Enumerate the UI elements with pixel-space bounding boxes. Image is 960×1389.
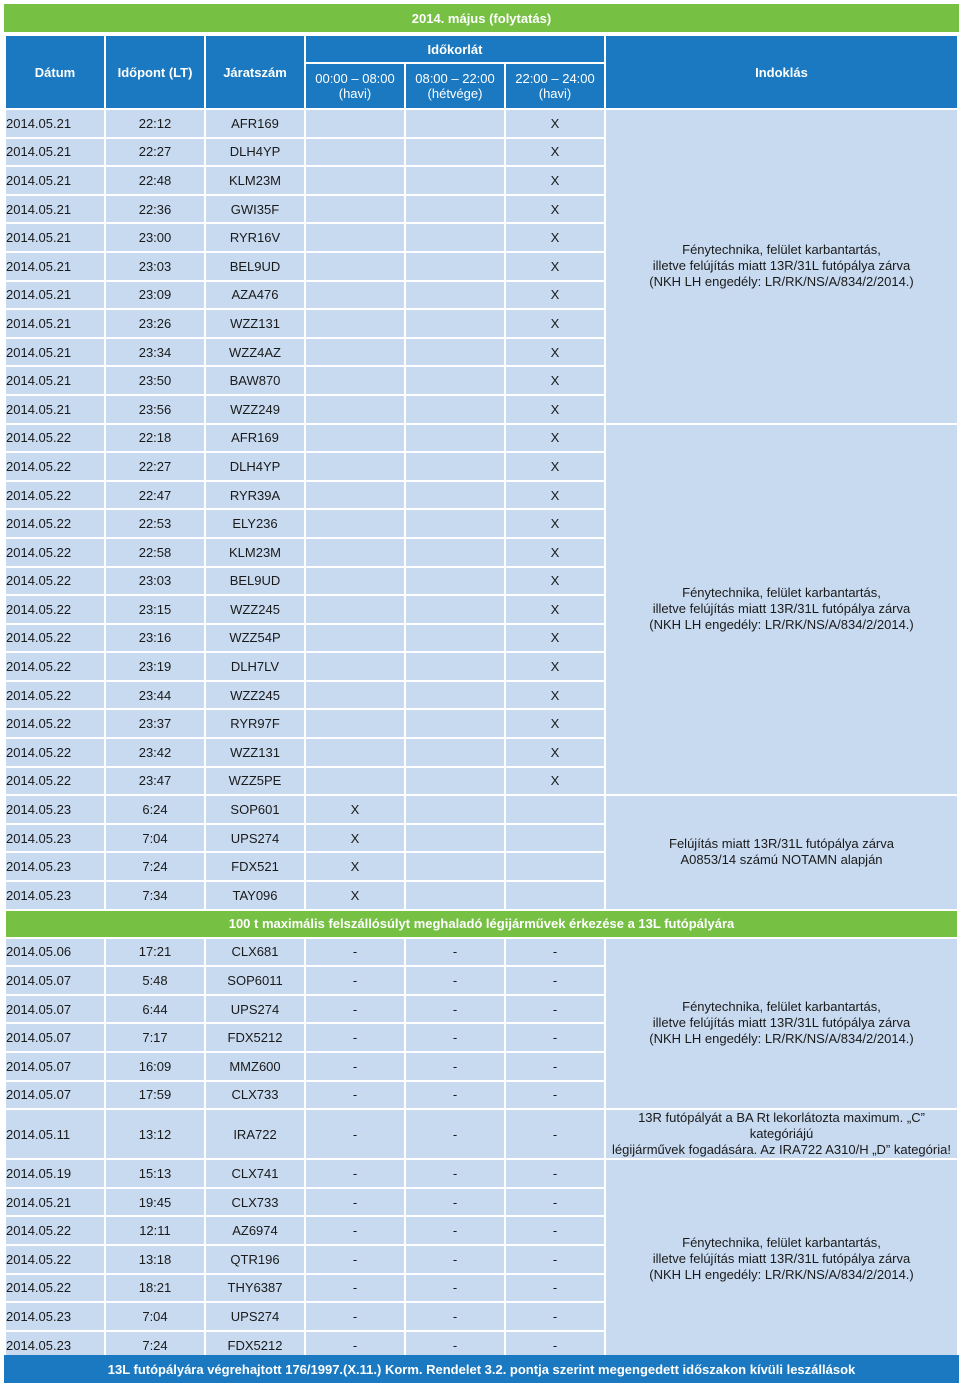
table-row bbox=[6, 796, 957, 823]
reason-line: Fénytechnika, felület karbantartás, bbox=[682, 242, 881, 258]
slot2-cell: - bbox=[406, 1053, 504, 1080]
slot3-cell: - bbox=[506, 1303, 604, 1330]
slot1-cell bbox=[306, 253, 404, 280]
flight-cell: CLX733 bbox=[206, 1189, 304, 1216]
time-cell: 22:18 bbox=[106, 425, 204, 452]
time-cell: 7:17 bbox=[106, 1024, 204, 1051]
col-header-slot2: 08:00 – 22:00 (hétvége) bbox=[406, 64, 504, 108]
footer-banner: 13L futópályára végrehajtott 176/1997.(X.11.) Korm. Rendelet 3.2. pontja szerint megengedett időszakon kívüli leszállások bbox=[4, 1355, 959, 1383]
date-cell: 2014.05.11 bbox=[6, 1110, 104, 1158]
slot1-cell bbox=[306, 625, 404, 652]
time-cell: 13:18 bbox=[106, 1246, 204, 1273]
col-header-flight: Járatszám bbox=[206, 36, 304, 108]
date-cell: 2014.05.22 bbox=[6, 539, 104, 566]
slot2-cell bbox=[406, 425, 504, 452]
flight-cell: SOP6011 bbox=[206, 967, 304, 994]
date-cell: 2014.05.22 bbox=[6, 625, 104, 652]
slot3-cell: X bbox=[506, 167, 604, 194]
slot3-cell: X bbox=[506, 682, 604, 709]
slot1-cell: - bbox=[306, 1110, 404, 1158]
slot2-cell: - bbox=[406, 1110, 504, 1158]
reason-cell bbox=[606, 939, 957, 1109]
slot1-cell: - bbox=[306, 1160, 404, 1187]
time-cell: 7:34 bbox=[106, 882, 204, 909]
table-row bbox=[6, 1160, 957, 1187]
flight-cell: WZZ4AZ bbox=[206, 339, 304, 366]
date-cell: 2014.05.21 bbox=[6, 310, 104, 337]
time-cell: 22:27 bbox=[106, 453, 204, 480]
time-cell: 7:04 bbox=[106, 825, 204, 852]
time-cell: 23:44 bbox=[106, 682, 204, 709]
date-cell: 2014.05.07 bbox=[6, 1024, 104, 1051]
time-cell: 23:56 bbox=[106, 396, 204, 423]
time-cell: 23:16 bbox=[106, 625, 204, 652]
flight-cell: WZZ54P bbox=[206, 625, 304, 652]
flight-cell: WZZ245 bbox=[206, 682, 304, 709]
reason-line: illetve felújítás miatt 13R/31L futópálya zárva bbox=[652, 258, 911, 274]
date-cell: 2014.05.07 bbox=[6, 1082, 104, 1109]
time-cell: 17:59 bbox=[106, 1082, 204, 1109]
slot1-cell: - bbox=[306, 1217, 404, 1244]
reason-line: Fénytechnika, felület karbantartás, bbox=[682, 585, 881, 601]
slot3-cell: X bbox=[506, 453, 604, 480]
slot3-cell: - bbox=[506, 1246, 604, 1273]
date-cell: 2014.05.22 bbox=[6, 596, 104, 623]
flight-cell: MMZ600 bbox=[206, 1053, 304, 1080]
reason-line: A0853/14 számú NOTAMN alapján bbox=[680, 852, 883, 868]
flight-cell: TAY096 bbox=[206, 882, 304, 909]
date-cell: 2014.05.23 bbox=[6, 1303, 104, 1330]
time-cell: 7:04 bbox=[106, 1303, 204, 1330]
time-cell: 7:24 bbox=[106, 1332, 204, 1359]
slot3-cell: - bbox=[506, 1160, 604, 1187]
slot2-cell: - bbox=[406, 1246, 504, 1273]
flight-cell: AZ6974 bbox=[206, 1217, 304, 1244]
time-cell: 22:47 bbox=[106, 482, 204, 509]
slot1-cell bbox=[306, 453, 404, 480]
slot2-cell: - bbox=[406, 967, 504, 994]
slot2-cell: - bbox=[406, 1275, 504, 1302]
table-body bbox=[6, 110, 957, 1358]
slot1-cell: - bbox=[306, 1275, 404, 1302]
slot3-cell: X bbox=[506, 768, 604, 795]
table-row bbox=[6, 110, 957, 137]
time-cell: 22:27 bbox=[106, 139, 204, 166]
slot1-cell: - bbox=[306, 1332, 404, 1359]
time-cell: 7:24 bbox=[106, 853, 204, 880]
slot2-cell bbox=[406, 453, 504, 480]
date-cell: 2014.05.22 bbox=[6, 739, 104, 766]
slot3-cell: - bbox=[506, 939, 604, 966]
slot1-cell bbox=[306, 653, 404, 680]
slot2-cell bbox=[406, 568, 504, 595]
date-cell: 2014.05.22 bbox=[6, 482, 104, 509]
slot2-cell bbox=[406, 482, 504, 509]
flight-cell: RYR39A bbox=[206, 482, 304, 509]
date-cell: 2014.05.21 bbox=[6, 396, 104, 423]
slot1-cell: - bbox=[306, 1303, 404, 1330]
flight-cell: ELY236 bbox=[206, 510, 304, 537]
slot3-cell: X bbox=[506, 539, 604, 566]
flight-cell: AFR169 bbox=[206, 425, 304, 452]
slot2-cell: - bbox=[406, 1189, 504, 1216]
slot1-cell bbox=[306, 367, 404, 394]
slot1-cell bbox=[306, 482, 404, 509]
slot2-cell bbox=[406, 282, 504, 309]
slot2-cell bbox=[406, 653, 504, 680]
reason-line: Fénytechnika, felület karbantartás, bbox=[682, 1235, 881, 1251]
reason-line: (NKH LH engedély: LR/RK/NS/A/834/2/2014.) bbox=[649, 1031, 914, 1047]
slot2-cell bbox=[406, 110, 504, 137]
slot3-cell: - bbox=[506, 1053, 604, 1080]
slot1-cell bbox=[306, 224, 404, 251]
flight-cell: KLM23M bbox=[206, 167, 304, 194]
slot3-cell bbox=[506, 796, 604, 823]
slot1-cell bbox=[306, 568, 404, 595]
reason-line: 13R futópályát a BA Rt lekorlátozta maximum. „C” kategóriájú bbox=[638, 1110, 925, 1142]
flight-cell: FDX5212 bbox=[206, 1024, 304, 1051]
slot2-cell bbox=[406, 339, 504, 366]
slot1-cell bbox=[306, 339, 404, 366]
reason-line: illetve felújítás miatt 13R/31L futópálya zárva bbox=[652, 601, 911, 617]
flight-cell: UPS274 bbox=[206, 825, 304, 852]
flight-cell: BEL9UD bbox=[206, 568, 304, 595]
col-header-slot3: 22:00 – 24:00 (havi) bbox=[506, 64, 604, 108]
date-cell: 2014.05.22 bbox=[6, 425, 104, 452]
slot1-cell bbox=[306, 110, 404, 137]
slot1-cell bbox=[306, 167, 404, 194]
flight-cell: SOP601 bbox=[206, 796, 304, 823]
slot1-cell: X bbox=[306, 853, 404, 880]
slot3-cell: X bbox=[506, 625, 604, 652]
flight-cell: RYR97F bbox=[206, 710, 304, 737]
slot2-cell bbox=[406, 167, 504, 194]
slot2-cell bbox=[406, 739, 504, 766]
slot2-cell: - bbox=[406, 1160, 504, 1187]
time-cell: 23:09 bbox=[106, 282, 204, 309]
time-cell: 23:47 bbox=[106, 768, 204, 795]
slot2-cell bbox=[406, 367, 504, 394]
time-cell: 17:21 bbox=[106, 939, 204, 966]
slot2-cell bbox=[406, 310, 504, 337]
reason-line: (NKH LH engedély: LR/RK/NS/A/834/2/2014.) bbox=[649, 274, 914, 290]
slot1-cell bbox=[306, 139, 404, 166]
flight-cell: RYR16V bbox=[206, 224, 304, 251]
slot3-cell: - bbox=[506, 1217, 604, 1244]
time-cell: 23:00 bbox=[106, 224, 204, 251]
slot3-cell: X bbox=[506, 282, 604, 309]
col-header-time: Időpont (LT) bbox=[106, 36, 204, 108]
slot3-cell: X bbox=[506, 425, 604, 452]
date-cell: 2014.05.21 bbox=[6, 339, 104, 366]
col-header-date: Dátum bbox=[6, 36, 104, 108]
slot2-cell bbox=[406, 682, 504, 709]
slot2-cell bbox=[406, 625, 504, 652]
flight-cell: WZZ131 bbox=[206, 739, 304, 766]
date-cell: 2014.05.22 bbox=[6, 768, 104, 795]
date-cell: 2014.05.07 bbox=[6, 1053, 104, 1080]
slot3-cell: X bbox=[506, 196, 604, 223]
slot2-cell: - bbox=[406, 1024, 504, 1051]
slot3-cell: X bbox=[506, 510, 604, 537]
flight-cell: CLX733 bbox=[206, 1082, 304, 1109]
slot1-cell: - bbox=[306, 1082, 404, 1109]
slot3-cell: X bbox=[506, 253, 604, 280]
slot1-cell bbox=[306, 682, 404, 709]
slot1-cell bbox=[306, 739, 404, 766]
flight-cell: CLX741 bbox=[206, 1160, 304, 1187]
time-cell: 12:11 bbox=[106, 1217, 204, 1244]
date-cell: 2014.05.23 bbox=[6, 1332, 104, 1359]
slot2-cell: - bbox=[406, 1082, 504, 1109]
slot1-cell: - bbox=[306, 1024, 404, 1051]
slot3-cell bbox=[506, 825, 604, 852]
slot3-cell: X bbox=[506, 596, 604, 623]
date-cell: 2014.05.23 bbox=[6, 882, 104, 909]
slot3-cell: X bbox=[506, 367, 604, 394]
flight-cell: IRA722 bbox=[206, 1110, 304, 1158]
reason-cell bbox=[606, 1110, 957, 1158]
time-cell: 22:36 bbox=[106, 196, 204, 223]
flight-cell: BAW870 bbox=[206, 367, 304, 394]
flight-cell: THY6387 bbox=[206, 1275, 304, 1302]
time-cell: 23:37 bbox=[106, 710, 204, 737]
slot2-cell bbox=[406, 539, 504, 566]
flight-cell: DLH4YP bbox=[206, 139, 304, 166]
date-cell: 2014.05.23 bbox=[6, 853, 104, 880]
reason-cell bbox=[606, 110, 957, 423]
slot1-cell bbox=[306, 596, 404, 623]
slot3-cell: X bbox=[506, 568, 604, 595]
date-cell: 2014.05.19 bbox=[6, 1160, 104, 1187]
reason-line: illetve felújítás miatt 13R/31L futópálya zárva bbox=[652, 1251, 911, 1267]
time-cell: 23:26 bbox=[106, 310, 204, 337]
time-cell: 23:03 bbox=[106, 568, 204, 595]
slot3-cell: X bbox=[506, 653, 604, 680]
flight-cell: AFR169 bbox=[206, 110, 304, 137]
col-header-timelimit: Időkorlát bbox=[306, 36, 604, 62]
slot2-cell bbox=[406, 253, 504, 280]
reason-cell bbox=[606, 796, 957, 908]
section-title: 100 t maximális felszállósúlyt meghaladó légijárművek érkezése a 13L futópályára bbox=[6, 911, 957, 937]
time-cell: 22:58 bbox=[106, 539, 204, 566]
table-row bbox=[6, 1110, 957, 1158]
slot2-cell bbox=[406, 596, 504, 623]
slot2-cell: - bbox=[406, 1332, 504, 1359]
slot2-cell bbox=[406, 853, 504, 880]
date-cell: 2014.05.22 bbox=[6, 682, 104, 709]
reason-line: Fénytechnika, felület karbantartás, bbox=[682, 999, 881, 1015]
slot2-cell bbox=[406, 224, 504, 251]
date-cell: 2014.05.22 bbox=[6, 1217, 104, 1244]
flight-cell: WZZ245 bbox=[206, 596, 304, 623]
table-row bbox=[6, 425, 957, 452]
time-cell: 23:19 bbox=[106, 653, 204, 680]
slot3-cell: X bbox=[506, 224, 604, 251]
slot1-cell bbox=[306, 282, 404, 309]
table-row bbox=[6, 939, 957, 966]
slot1-cell bbox=[306, 310, 404, 337]
slot3-cell bbox=[506, 882, 604, 909]
slot3-cell: - bbox=[506, 1189, 604, 1216]
slot3-cell: X bbox=[506, 739, 604, 766]
date-cell: 2014.05.07 bbox=[6, 996, 104, 1023]
slot2-cell bbox=[406, 196, 504, 223]
slot2-cell bbox=[406, 796, 504, 823]
time-cell: 22:12 bbox=[106, 110, 204, 137]
time-cell: 6:44 bbox=[106, 996, 204, 1023]
slot1-cell: X bbox=[306, 796, 404, 823]
slot2-cell bbox=[406, 825, 504, 852]
flight-cell: UPS274 bbox=[206, 1303, 304, 1330]
page-title: 2014. május (folytatás) bbox=[4, 4, 959, 32]
slot1-cell: - bbox=[306, 996, 404, 1023]
slot3-cell: X bbox=[506, 339, 604, 366]
slot1-cell bbox=[306, 396, 404, 423]
date-cell: 2014.05.21 bbox=[6, 196, 104, 223]
date-cell: 2014.05.22 bbox=[6, 653, 104, 680]
flight-cell: DLH7LV bbox=[206, 653, 304, 680]
time-cell: 23:42 bbox=[106, 739, 204, 766]
flight-cell: DLH4YP bbox=[206, 453, 304, 480]
date-cell: 2014.05.22 bbox=[6, 710, 104, 737]
slot2-cell: - bbox=[406, 939, 504, 966]
slot1-cell: X bbox=[306, 825, 404, 852]
slot1-cell bbox=[306, 510, 404, 537]
time-cell: 23:15 bbox=[106, 596, 204, 623]
slot1-cell: X bbox=[306, 882, 404, 909]
flight-cell: QTR196 bbox=[206, 1246, 304, 1273]
slot3-cell: X bbox=[506, 482, 604, 509]
flights-table bbox=[4, 34, 959, 1360]
date-cell: 2014.05.21 bbox=[6, 367, 104, 394]
slot3-cell: - bbox=[506, 1110, 604, 1158]
slot2-cell bbox=[406, 882, 504, 909]
col-header-slot1: 00:00 – 08:00 (havi) bbox=[306, 64, 404, 108]
flight-cell: GWI35F bbox=[206, 196, 304, 223]
flight-cell: WZZ5PE bbox=[206, 768, 304, 795]
slot3-cell bbox=[506, 853, 604, 880]
slot1-cell bbox=[306, 539, 404, 566]
flight-cell: FDX5212 bbox=[206, 1332, 304, 1359]
slot2-cell bbox=[406, 139, 504, 166]
slot2-cell bbox=[406, 396, 504, 423]
slot3-cell: - bbox=[506, 1024, 604, 1051]
time-cell: 16:09 bbox=[106, 1053, 204, 1080]
reason-cell bbox=[606, 1160, 957, 1358]
flight-cell: CLX681 bbox=[206, 939, 304, 966]
slot2-cell bbox=[406, 710, 504, 737]
slot3-cell: - bbox=[506, 996, 604, 1023]
time-cell: 6:24 bbox=[106, 796, 204, 823]
flight-cell: WZZ249 bbox=[206, 396, 304, 423]
date-cell: 2014.05.21 bbox=[6, 110, 104, 137]
time-cell: 15:13 bbox=[106, 1160, 204, 1187]
slot1-cell: - bbox=[306, 967, 404, 994]
slot1-cell bbox=[306, 710, 404, 737]
date-cell: 2014.05.21 bbox=[6, 167, 104, 194]
flight-cell: FDX521 bbox=[206, 853, 304, 880]
date-cell: 2014.05.21 bbox=[6, 282, 104, 309]
slot1-cell: - bbox=[306, 1053, 404, 1080]
reason-line: Felújítás miatt 13R/31L futópálya zárva bbox=[669, 836, 894, 852]
time-cell: 23:50 bbox=[106, 367, 204, 394]
time-cell: 18:21 bbox=[106, 1275, 204, 1302]
time-cell: 19:45 bbox=[106, 1189, 204, 1216]
date-cell: 2014.05.22 bbox=[6, 453, 104, 480]
date-cell: 2014.05.22 bbox=[6, 568, 104, 595]
slot3-cell: X bbox=[506, 110, 604, 137]
date-cell: 2014.05.22 bbox=[6, 1275, 104, 1302]
date-cell: 2014.05.07 bbox=[6, 967, 104, 994]
slot2-cell bbox=[406, 768, 504, 795]
slot2-cell bbox=[406, 510, 504, 537]
date-cell: 2014.05.21 bbox=[6, 253, 104, 280]
slot2-cell: - bbox=[406, 1217, 504, 1244]
time-cell: 23:03 bbox=[106, 253, 204, 280]
flight-cell: WZZ131 bbox=[206, 310, 304, 337]
date-cell: 2014.05.23 bbox=[6, 796, 104, 823]
slot3-cell: - bbox=[506, 1082, 604, 1109]
slot3-cell: X bbox=[506, 396, 604, 423]
slot1-cell bbox=[306, 768, 404, 795]
section-title-row bbox=[6, 911, 957, 937]
flight-cell: AZA476 bbox=[206, 282, 304, 309]
slot3-cell: - bbox=[506, 1332, 604, 1359]
date-cell: 2014.05.22 bbox=[6, 510, 104, 537]
reason-line: illetve felújítás miatt 13R/31L futópálya zárva bbox=[652, 1015, 911, 1031]
slot1-cell: - bbox=[306, 1246, 404, 1273]
slot3-cell: - bbox=[506, 1275, 604, 1302]
reason-line: (NKH LH engedély: LR/RK/NS/A/834/2/2014.) bbox=[649, 1267, 914, 1283]
time-cell: 13:12 bbox=[106, 1110, 204, 1158]
slot3-cell: X bbox=[506, 139, 604, 166]
reason-line: (NKH LH engedély: LR/RK/NS/A/834/2/2014.) bbox=[649, 617, 914, 633]
time-cell: 23:34 bbox=[106, 339, 204, 366]
slot1-cell: - bbox=[306, 1189, 404, 1216]
slot3-cell: - bbox=[506, 967, 604, 994]
slot2-cell: - bbox=[406, 1303, 504, 1330]
flight-cell: KLM23M bbox=[206, 539, 304, 566]
slot3-cell: X bbox=[506, 710, 604, 737]
slot1-cell bbox=[306, 425, 404, 452]
col-header-reason: Indoklás bbox=[606, 36, 957, 108]
time-cell: 22:53 bbox=[106, 510, 204, 537]
time-cell: 22:48 bbox=[106, 167, 204, 194]
slot1-cell: - bbox=[306, 939, 404, 966]
slot1-cell bbox=[306, 196, 404, 223]
date-cell: 2014.05.23 bbox=[6, 825, 104, 852]
date-cell: 2014.05.21 bbox=[6, 224, 104, 251]
date-cell: 2014.05.21 bbox=[6, 1189, 104, 1216]
date-cell: 2014.05.06 bbox=[6, 939, 104, 966]
date-cell: 2014.05.21 bbox=[6, 139, 104, 166]
slot3-cell: X bbox=[506, 310, 604, 337]
flight-cell: BEL9UD bbox=[206, 253, 304, 280]
flight-cell: UPS274 bbox=[206, 996, 304, 1023]
reason-cell bbox=[606, 425, 957, 795]
time-cell: 5:48 bbox=[106, 967, 204, 994]
reason-line: légijárművek fogadására. Az IRA722 A310/H „D” kategória! bbox=[612, 1142, 951, 1158]
slot2-cell: - bbox=[406, 996, 504, 1023]
date-cell: 2014.05.22 bbox=[6, 1246, 104, 1273]
